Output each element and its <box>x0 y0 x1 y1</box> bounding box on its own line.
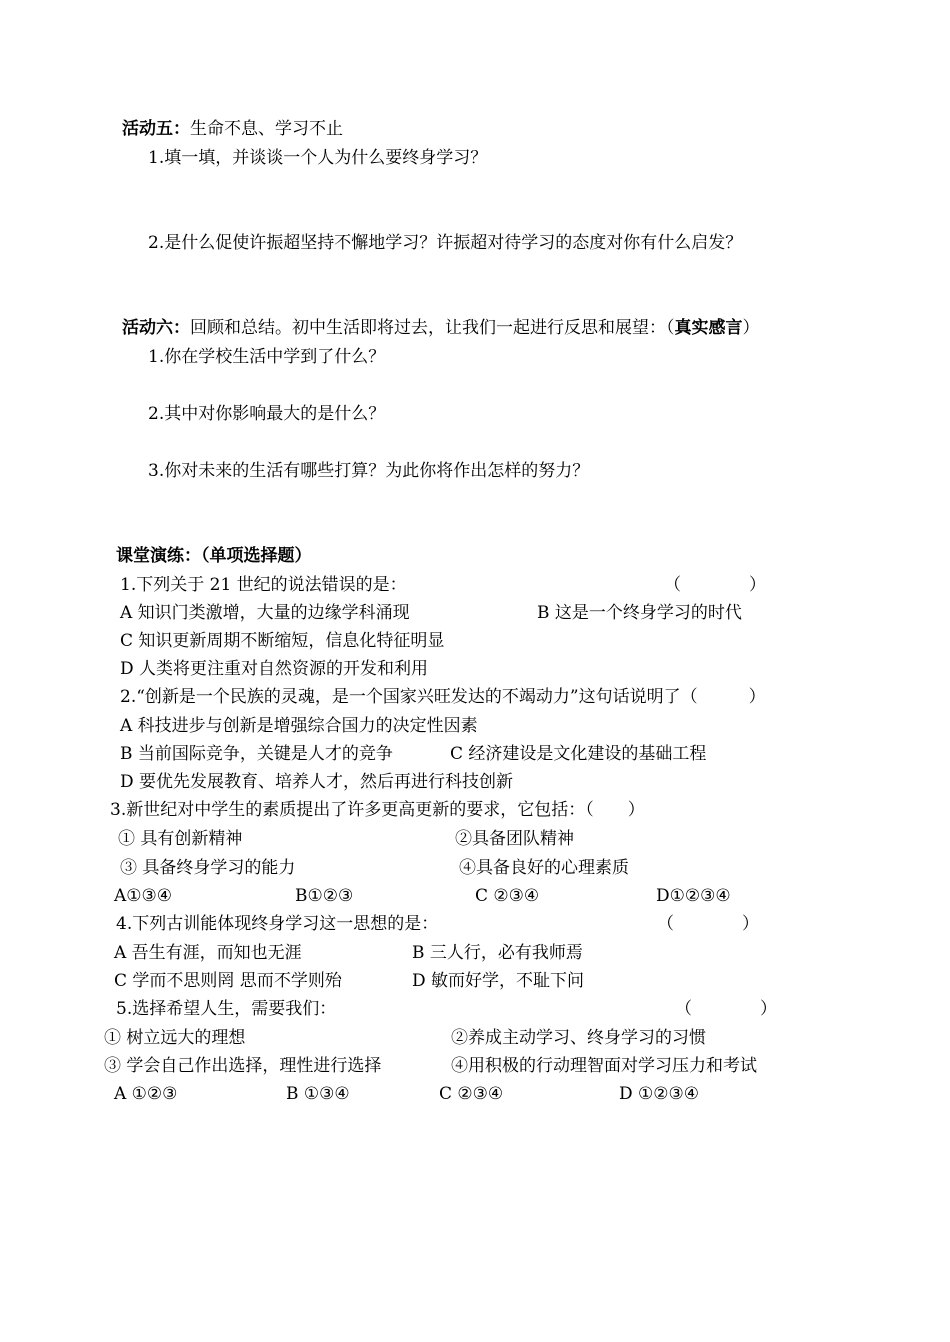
q4-option-b: B 三人行，必有我师焉 <box>412 943 583 963</box>
q3-item-1: ① 具有创新精神 <box>118 829 243 849</box>
q3-item-4: ④具备良好的心理素质 <box>459 858 629 878</box>
q3-item-2: ②具备团队精神 <box>455 829 574 849</box>
activity5-subtitle: 生命不息、学习不止 <box>190 119 343 139</box>
activity6-close-paren: ） <box>742 318 760 338</box>
q3-stem: 3.新世纪对中学生的素质提出了许多更高更新的要求，它包括：（ ） <box>110 800 645 820</box>
q2-stem: 2.“创新是一个民族的灵魂，是一个国家兴旺发达的不竭动力”这句话说明了（ ） <box>120 687 766 707</box>
q3-item-3: ③ 具备终身学习的能力 <box>120 858 296 878</box>
q5-item-1: ① 树立远大的理想 <box>104 1028 246 1048</box>
activity6-text: 回顾和总结。初中生活即将过去，让我们一起进行反思和展望：（ <box>190 318 675 338</box>
q5-item-2: ②养成主动学习、终身学习的习惯 <box>451 1028 706 1048</box>
practice-heading: 课堂演练：（单项选择题） <box>116 546 312 566</box>
q1-option-d: D 人类将更注重对自然资源的开发和利用 <box>120 659 429 679</box>
activity6-title: 活动六： <box>122 318 190 338</box>
activity6-emphasis: 真实感言 <box>674 318 743 338</box>
activity5-heading <box>122 118 343 140</box>
q4-option-c: C 学而不思则罔 思而不学则殆 <box>114 971 342 991</box>
activity5-question-2: 2.是什么促使许振超坚持不懈地学习？许振超对待学习的态度对你有什么启发？ <box>148 233 743 253</box>
q1-answer-paren: （ ） <box>664 575 766 595</box>
q5-item-3: ③ 学会自己作出选择，理性进行选择 <box>104 1056 382 1076</box>
q2-option-c: C 经济建设是文化建设的基础工程 <box>450 744 707 764</box>
activity5-question-1: 1.填一填，并谈谈一个人为什么要终身学习？ <box>148 148 488 168</box>
q2-option-b: B 当前国际竞争，关键是人才的竞争 <box>120 744 393 764</box>
activity6-question-2: 2.其中对你影响最大的是什么？ <box>148 404 386 424</box>
q5-item-4: ④用积极的行动理智面对学习压力和考试 <box>451 1056 757 1076</box>
q5-option-c: C ②③④ <box>439 1084 504 1104</box>
activity5-title: 活动五： <box>122 119 190 139</box>
q4-option-d: D 敏而好学，不耻下问 <box>412 971 585 991</box>
q4-answer-paren: （ ） <box>657 914 759 934</box>
q5-stem: 5.选择希望人生，需要我们： <box>116 999 337 1019</box>
q4-option-a: A 吾生有涯，而知也无涯 <box>114 943 302 963</box>
q1-option-b: B 这是一个终身学习的时代 <box>537 603 742 623</box>
q5-option-d: D ①②③④ <box>619 1084 699 1104</box>
activity6-question-1: 1.你在学校生活中学到了什么？ <box>148 347 386 367</box>
q5-option-a: A ①②③ <box>114 1084 178 1104</box>
q3-option-b: B①②③ <box>295 886 354 906</box>
q3-option-d: D①②③④ <box>656 886 731 906</box>
q5-option-b: B ①③④ <box>286 1084 350 1104</box>
q1-option-c: C 知识更新周期不断缩短，信息化特征明显 <box>120 631 445 651</box>
q5-answer-paren: （ ） <box>675 999 777 1019</box>
activity6-question-3: 3.你对未来的生活有哪些打算？为此你将作出怎样的努力？ <box>148 461 590 481</box>
q3-option-c: C ②③④ <box>475 886 540 906</box>
activity6-heading <box>122 317 760 339</box>
q1-option-a: A 知识门类激增，大量的边缘学科涌现 <box>120 603 410 623</box>
q2-option-a: A 科技进步与创新是增强综合国力的决定性因素 <box>120 716 478 736</box>
q4-stem: 4.下列古训能体现终身学习这一思想的是： <box>116 914 439 934</box>
q1-stem: 1.下列关于 21 世纪的说法错误的是： <box>120 575 407 595</box>
q2-option-d: D 要优先发展教育、培养人才，然后再进行科技创新 <box>120 772 514 792</box>
q3-option-a: A①③④ <box>114 886 172 906</box>
